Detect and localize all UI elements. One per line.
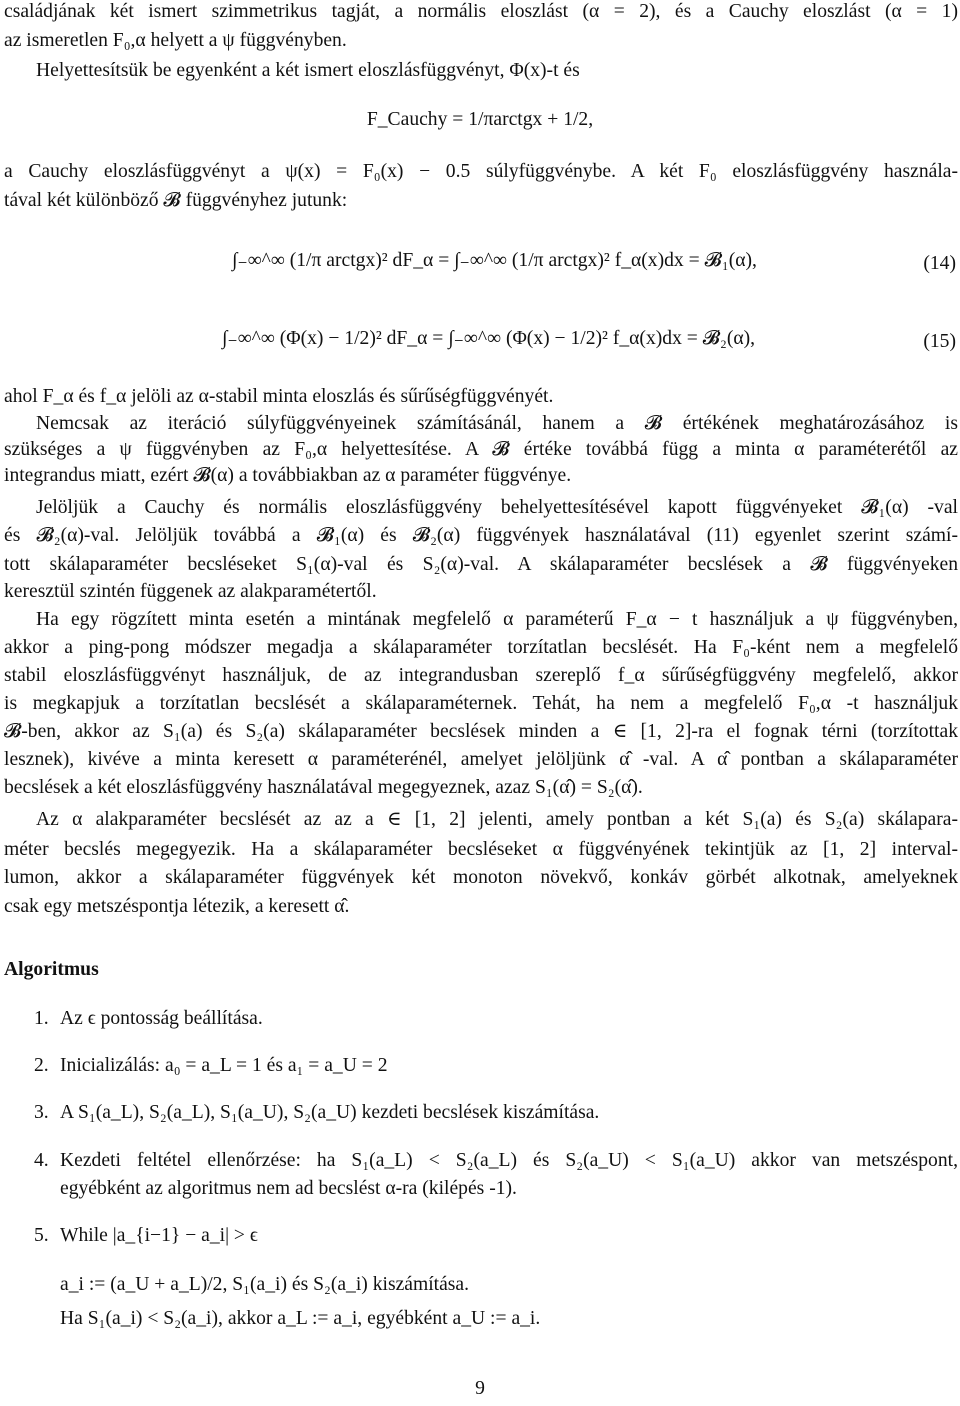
cauchy-equation: F_Cauchy = 1/πarctgx + 1/2, xyxy=(366,109,594,130)
text-line: csak egy metszéspontja létezik, a keresett α̂. xyxy=(4,896,350,917)
equation-number-15: (15) xyxy=(923,331,956,352)
list-item-number: 3. xyxy=(34,1102,49,1123)
sub-step-text: a_i := (a_U + a_L)/2, S₁(a_i) és S₂(a_i) kiszámítása. xyxy=(60,1274,470,1295)
list-item-text-continued: egyébként az algoritmus nem ad becslést α-ra (kilépés -1). xyxy=(60,1178,517,1199)
text-line: tával két különböző 𝓑 függvényhez jutunk: xyxy=(4,190,348,211)
text-line: az ismeretlen F₀,α helyett a ψ függvényben. xyxy=(4,30,347,51)
text-line: a Cauchy eloszlásfüggvényt a ψ(x) = F₀(x) − 0.5 súlyfüggvénybe. A két F₀ eloszlásfüggvény használa- xyxy=(4,161,958,182)
text-line: Jelöljük a Cauchy és normális eloszlásfüggvény behelyettesítésével kapott függvényeket 𝓑₁(α) -val xyxy=(36,497,958,518)
equation-15: ∫₋∞^∞ (Φ(x) − 1/2)² dF_α = ∫₋∞^∞ (Φ(x) − 1/2)² f_α(x)dx = 𝓑₂(α), xyxy=(222,328,756,349)
text-line: Az α alakparaméter becslését az az a ∈ [1, 2] jelenti, amely pontban a két S₁(a) és S₂(a) skálapara- xyxy=(36,809,958,830)
text-line: méter becslés megegyezik. Ha a skálaparaméter becsléseket α függvényének tekintjük az [1, 2] interval- xyxy=(4,839,958,860)
list-item-number: 1. xyxy=(34,1008,49,1029)
list-item-text: Kezdeti feltétel ellenőrzése: ha S₁(a_L) < S₂(a_L) és S₂(a_U) < S₁(a_U) akkor van metszéspont, xyxy=(60,1150,958,1171)
list-item-number: 4. xyxy=(34,1150,49,1171)
equation-14: ∫₋∞^∞ (1/π arctgx)² dF_α = ∫₋∞^∞ (1/π arctgx)² f_α(x)dx = 𝓑₁(α), xyxy=(232,250,757,271)
equation-number-14: (14) xyxy=(923,253,956,274)
text-line: 𝓑-ben, akkor az S₁(a) és S₂(a) skálaparaméter becslések minden a ∈ [1, 2]-ra el fognak térni (torzítottak xyxy=(4,721,958,742)
text-line: lesznek), kivéve a minta keresett α paraméterénél, amelyet jelöljünk α̂ -val. A α̂ pontban a skálaparaméter xyxy=(4,749,958,770)
text-line: szükséges a ψ függvényben az F₀,α helyettesítése. A 𝓑 értéke továbbá függ a minta α paraméterétől az xyxy=(4,439,958,460)
text-line: stabil eloszlásfüggvényt használjuk, de az integrandusban szereplő f_α sűrűségfüggvény megfelelő, akkor xyxy=(4,665,958,686)
list-item-text: Inicializálás: a₀ = a_L = 1 és a₁ = a_U = 2 xyxy=(60,1055,388,1076)
list-item-text: A S₁(a_L), S₂(a_L), S₁(a_U), S₂(a_U) kezdeti becslések kiszámítása. xyxy=(60,1102,600,1123)
text-line: Ha egy rögzített minta esetén a mintának megfelelő α paraméterű F_α − t használjuk a ψ függvényben, xyxy=(36,609,958,630)
section-heading: Algoritmus xyxy=(4,959,99,980)
text-line: és 𝓑₂(α)-val. Jelöljük továbbá a 𝓑₁(α) és 𝓑₂(α) függvények használatával (11) egyenlet szerint számí- xyxy=(4,525,958,546)
text-line: integrandus miatt, ezért 𝓑(α) a továbbiakban az α paraméter függvénye. xyxy=(4,465,572,486)
text-line: becslések a két eloszlásfüggvény használatával megegyeznek, azaz S₁(α̂) = S₂(α̂). xyxy=(4,777,643,798)
sub-step-text: Ha S₁(a_i) < S₂(a_i), akkor a_L := a_i, egyébként a_U := a_i. xyxy=(60,1308,541,1329)
text-line: ahol F_α és f_α jelöli az α-stabil minta eloszlás és sűrűségfüggvényét. xyxy=(4,386,554,407)
list-item-text: Az ϵ pontosság beállítása. xyxy=(60,1008,263,1029)
text-line: is megkapjuk a torzítatlan becslését a skálaparaméternek. Tehát, ha nem a megfelelő F₀,α -t használjuk xyxy=(4,693,958,714)
text-line: lumon, akkor a skálaparaméter függvények két monoton növekvő, konkáv görbét alkotnak, amelyeknek xyxy=(4,867,958,888)
text-line: akkor a ping-pong módszer megadja a skálaparaméter torzítatlan becslését. Ha F₀-ként nem a megfelelő xyxy=(4,637,958,658)
text-line: keresztül szintén függenek az alakparamétertől. xyxy=(4,581,377,602)
text-line: tott skálaparaméter becsléseket S₁(α)-val és S₂(α)-val. A skálaparaméter becslések a 𝓑 függvényeken xyxy=(4,554,958,575)
list-item-text: While |a_{i−1} − a_i| > ϵ xyxy=(60,1225,258,1246)
list-item-number: 5. xyxy=(34,1225,49,1246)
text-line: Nemcsak az iteráció súlyfüggvényeinek számításánál, hanem a 𝓑 értékének meghatározásához is xyxy=(36,413,958,434)
text-line: Helyettesítsük be egyenként a két ismert eloszlásfüggvényt, Φ(x)-t és xyxy=(36,60,580,81)
list-item-number: 2. xyxy=(34,1055,49,1076)
text-line: családjának két ismert szimmetrikus tagját, a normális eloszlást (α = 2), és a Cauchy eloszlást (α = 1) xyxy=(4,1,958,22)
page-number: 9 xyxy=(475,1378,485,1399)
